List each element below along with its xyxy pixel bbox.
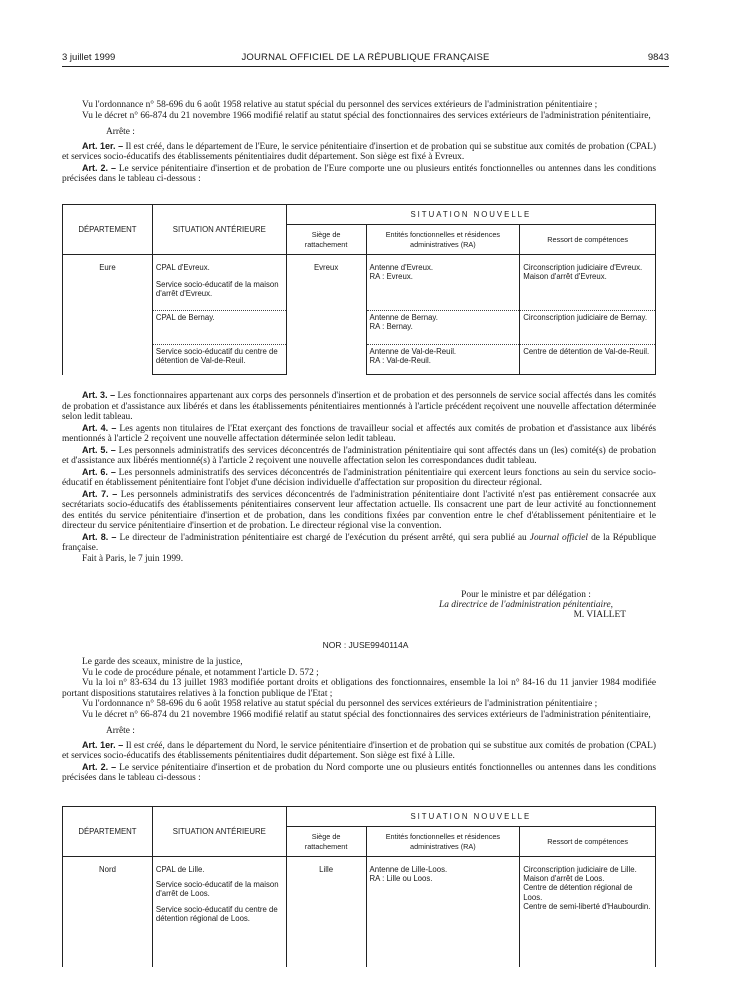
th-departement: DÉPARTEMENT [63, 807, 153, 857]
vu-loi: Vu la loi n° 83-634 du 13 juillet 1983 modifiée portant droits et obligations des fonctionnaires, ensemble la loi n° 84-16 du 11 janvier 1984 modifiée portant dispositions statutaires relatives à la fonction publique de l'Etat ; [62, 678, 656, 699]
article-8-text-a: Le directeur de l'administration pénitentiaire est chargé de l'exécution du présent arrêté, qui sera publié au [119, 532, 527, 543]
signature-block [396, 590, 656, 620]
cell-line: Centre de semi-liberté d'Haubourdin. [523, 901, 651, 911]
cell-entites [366, 857, 520, 967]
signature-line-2: La directrice de l'administration pénitentiaire, [439, 600, 613, 610]
article-label: Art. 3. – [82, 390, 116, 400]
article-text: Les personnels administratifs des services déconcentrés de l'administration pénitentiaire qui sont affectés dans un (les) comité(s) de probation et d'assistance aux libérés mentionné(s) à l'article 2 reçoivent une nouvelle affectation selon les correspondances dudit tableau. [62, 445, 657, 466]
article-2-text: Le service pénitentiaire d'insertion et de probation de l'Eure comporte une ou plusieurs entités fonctionnelles ou antennes dans les conditions précisées dans le tableau ci-dessous : [62, 163, 657, 184]
article-text: Les personnels administratifs des services déconcentrés de l'administration pénitentiaire dont l'activité n'est pas entièrement consacrée aux secrétariats socio-éducatifs des établissements pénitentiaires conservent leur affectation actuelle. Ils consacrent une part de leur activité au fonctionnement des entités du service pénitentiaire d'insertion et de probation, dans les conditions fixées par convention entre le chef d'établissement pénitentiaire et le directeur du service pénitentiaire d'insertion et de probation. Le directeur régional vise la convention. [62, 489, 657, 531]
cell-ressort [520, 345, 656, 375]
cell-anterieure [152, 311, 286, 345]
cell-line: Antenne d'Evreux. [369, 263, 434, 272]
article-2 [62, 762, 656, 784]
cell-entites [366, 345, 520, 375]
header-rule [62, 66, 669, 67]
cell-line: CPAL d'Evreux. [155, 263, 210, 272]
article-label: Art. 7. – [82, 488, 118, 499]
vu-ordonnance: Vu l'ordonnance n° 58-696 du 6 août 1958 relative au statut spécial du personnel des services extérieurs de l'administration pénitentiaire ; [82, 699, 598, 709]
article-8-text-b: de la République française. [62, 532, 657, 553]
cell-anterieure [152, 345, 286, 375]
article-1-text: Il est créé, dans le département du Nord, le service pénitentiaire d'insertion et de probation qui se substitue aux comités de probation (CPAL) et services socio-éducatifs des établissements pénitentiaires dudit département. Son siège est fixé à Lille. [62, 740, 657, 761]
article-1 [62, 141, 656, 163]
minister-intro: Le garde des sceaux, ministre de la justice, [82, 657, 243, 667]
cell-line: Maison d'arrêt de Loos. [523, 874, 605, 884]
vu-ordonnance: Vu l'ordonnance n° 58-696 du 6 août 1958 relative au statut spécial du personnel des services extérieurs de l'administration pénitentiaire ; [82, 100, 598, 110]
article-8-label: Art. 8. – [82, 531, 117, 542]
article-1 [62, 740, 656, 762]
cell-entites [366, 255, 520, 311]
nor-reference: NOR : JUSE9940114A [322, 640, 409, 650]
cell-line: Antenne de Lille-Loos. [369, 865, 448, 874]
decree-eure-articles [62, 390, 656, 564]
arrete-label: Arrête : [106, 127, 135, 137]
vu-decret: Vu le décret n° 66-874 du 21 novembre 1966 modifié relatif au statut spécial des fonctionnaires des services extérieurs de l'administration pénitentiaire, [82, 709, 651, 720]
cell-departement: Nord [63, 857, 153, 967]
cell-ressort [520, 311, 656, 345]
article-label: Art. 5. – [82, 444, 116, 455]
article-4 [62, 423, 656, 445]
decree-nord-preamble [62, 657, 656, 784]
th-siege: Siège de rattachement [286, 225, 366, 255]
cell-anterieure [152, 857, 286, 967]
article-7 [62, 489, 656, 532]
header-date: 3 juillet 1999 [62, 52, 116, 63]
th-situation-nouvelle: SITUATION NOUVELLE [286, 807, 655, 827]
article-5 [62, 445, 656, 467]
cell-siege: Evreux [286, 255, 366, 375]
th-entites: Entités fonctionnelles et résidences administratives (RA) [366, 225, 520, 255]
article-8-journal: Journal officiel [529, 532, 589, 543]
article-6 [62, 467, 656, 489]
th-situation-anterieure: SITUATION ANTÉRIEURE [152, 205, 286, 255]
cell-line: Circonscription judiciaire de Bernay. [523, 313, 648, 322]
cell-line: CPAL de Lille. [155, 865, 205, 874]
th-situation-anterieure: SITUATION ANTÉRIEURE [152, 807, 286, 857]
header-journal-title: JOURNAL OFFICIEL DE LA RÉPUBLIQUE FRANÇAISE [241, 52, 490, 63]
article-2-label: Art. 2. – [82, 761, 117, 772]
cell-line: Service socio-éducatif de la maison d'arrêt de Loos. [155, 880, 279, 899]
article-label: Art. 4. – [82, 422, 117, 433]
th-departement: DÉPARTEMENT [63, 205, 153, 255]
header-page-number: 9843 [647, 52, 669, 63]
article-8 [62, 532, 656, 554]
table-row [63, 255, 656, 311]
arrete-label: Arrête : [106, 726, 135, 736]
decree-eure-preamble [62, 100, 656, 185]
cell-line: Service socio-éducatif du centre de détention de Val-de-Reuil. [155, 347, 278, 366]
th-siege: Siège de rattachement [286, 827, 366, 857]
vu-decret: Vu le décret n° 66-874 du 21 novembre 1966 modifié relatif au statut spécial des fonctionnaires des services extérieurs de l'administration pénitentiaire, [82, 110, 651, 121]
article-text: Les agents non titulaires de l'Etat exerçant des fonctions de travailleur social et affectés aux comités de probation et d'assistance aux libérés mentionnés à l'article 2 reçoivent une nouvelle affectation déterminée selon ledit tableau. [62, 423, 657, 444]
table-nord [62, 806, 656, 967]
article-1-label: Art. 1er. – [82, 739, 124, 750]
signature-line-1: Pour le ministre et par délégation : [461, 590, 591, 600]
cell-line: RA : Val-de-Reuil. [369, 356, 431, 366]
article-3 [62, 390, 656, 423]
article-2-text: Le service pénitentiaire d'insertion et de probation du Nord comporte une ou plusieurs entités fonctionnelles ou antennes dans les conditions précisées dans le tableau ci-dessous : [62, 762, 656, 783]
cell-ressort [520, 857, 656, 967]
article-1-label: Art. 1er. – [82, 140, 124, 151]
cell-ressort [520, 255, 656, 311]
cell-anterieure [152, 255, 286, 311]
article-2-label: Art. 2. – [82, 162, 116, 173]
article-text: Les fonctionnaires appartenant aux corps des personnels d'insertion et de probation et des personnels de service social affectés dans les comités de probation et d'assistance aux libérés et dans les établissements pénitentiaires mentionnés à l'article précédent reçoivent une nouvelle affectation déterminée selon ledit tableau. [62, 391, 657, 422]
table-eure [62, 204, 656, 375]
th-entites: Entités fonctionnelles et résidences administratives (RA) [366, 827, 520, 857]
cell-line: Service socio-éducatif du centre de détention régional de Loos. [155, 904, 278, 923]
th-situation-nouvelle: SITUATION NOUVELLE [286, 205, 655, 225]
cell-line: RA : Lille ou Loos. [369, 874, 433, 884]
cell-line: Antenne de Val-de-Reuil. [369, 347, 457, 356]
cell-entites [366, 311, 520, 345]
article-1-text: Il est créé, dans le département de l'Eure, le service pénitentiaire d'insertion et de probation qui se substitue aux comités de probation (CPAL) et services socio-éducatifs des établissements pénitentiaires dudit département. Son siège est fixé à Evreux. [62, 141, 656, 162]
cell-line: Circonscription judiciaire de Lille. [523, 865, 637, 874]
vu-code: Vu le code de procédure pénale, et notamment l'article D. 572 ; [82, 667, 319, 678]
th-ressort: Ressort de compétences [520, 225, 656, 255]
article-label: Art. 6. – [82, 466, 116, 477]
cell-line: CPAL de Bernay. [155, 313, 215, 322]
page-header [62, 52, 669, 66]
th-ressort: Ressort de compétences [520, 827, 656, 857]
cell-line: Centre de détention régional de Loos. [523, 883, 633, 902]
table-row [63, 857, 656, 967]
signature-name: M. VIALLET [573, 610, 626, 620]
cell-line: Service socio-éducatif de la maison d'arrêt d'Evreux. [155, 280, 279, 299]
cell-line: RA : Evreux. [369, 272, 413, 282]
cell-line: RA : Bernay. [369, 322, 413, 332]
cell-line: Antenne de Bernay. [369, 313, 438, 322]
cell-line: Maison d'arrêt d'Evreux. [523, 272, 607, 282]
cell-line: Circonscription judiciaire d'Evreux. [523, 263, 643, 272]
cell-siege: Lille [286, 857, 366, 967]
cell-line: Centre de détention de Val-de-Reuil. [523, 347, 650, 356]
fait-a-paris: Fait à Paris, le 7 juin 1999. [82, 553, 184, 564]
cell-departement: Eure [63, 255, 153, 375]
article-text: Les personnels administratifs des services déconcentrés de l'administration pénitentiaire qui exercent leurs fonctions au sein du service socio-éducatif en établissement pénitentiaire font l'objet d'une décision individuelle d'affectation sur proposition du directeur régional. [62, 467, 657, 488]
article-2 [62, 163, 656, 185]
